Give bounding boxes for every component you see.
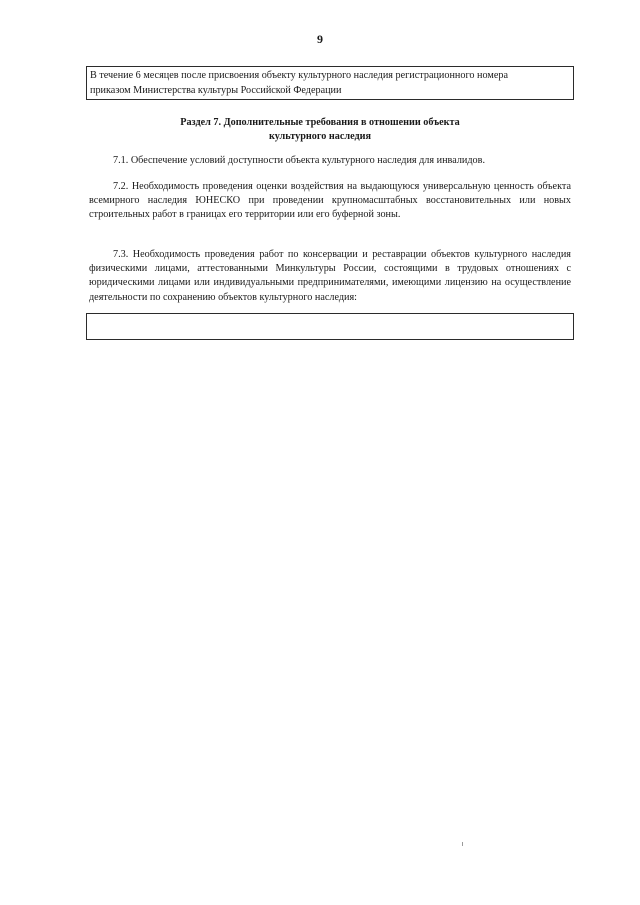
paragraph-7-1: 7.1. Обеспечение условий доступности объекта культурного наследия для инвалидов. [113,155,485,166]
scan-artifact [462,842,463,846]
section-title-line-1: Раздел 7. Дополнительные требования в отношении объекта [180,117,460,128]
paragraph-7-2: 7.2. Необходимость проведения оценки воздействия на выдающуюся универсальную ценность объекта всемирного наследия ЮНЕСКО при проведении крупномасштабных восстановительных или новых строительных работ в границах его территории или его буферной зоны. [89,181,571,221]
page-number: 9 [317,32,323,46]
deadline-text-line-1: В течение 6 месяцев после присвоения объекту культурного наследия регистрационного номера [90,70,508,81]
deadline-text-line-2: приказом Министерства культуры Российской Федерации [90,84,342,96]
section-title [0,116,640,143]
paragraph-7-3: 7.3. Необходимость проведения работ по консервации и реставрации объектов культурного наследия физическими лицами, аттестованными Минкультуры России, состоящими в трудовых отношениях с юридическими лицами или индивидуальными предпринимателями, имеющими лицензию на осуществление деятельности по сохранению объектов культурного наследия: [89,249,571,303]
section-title-line-2: культурного наследия [268,130,371,142]
deadline-box [86,66,574,100]
empty-answer-box [86,313,574,340]
